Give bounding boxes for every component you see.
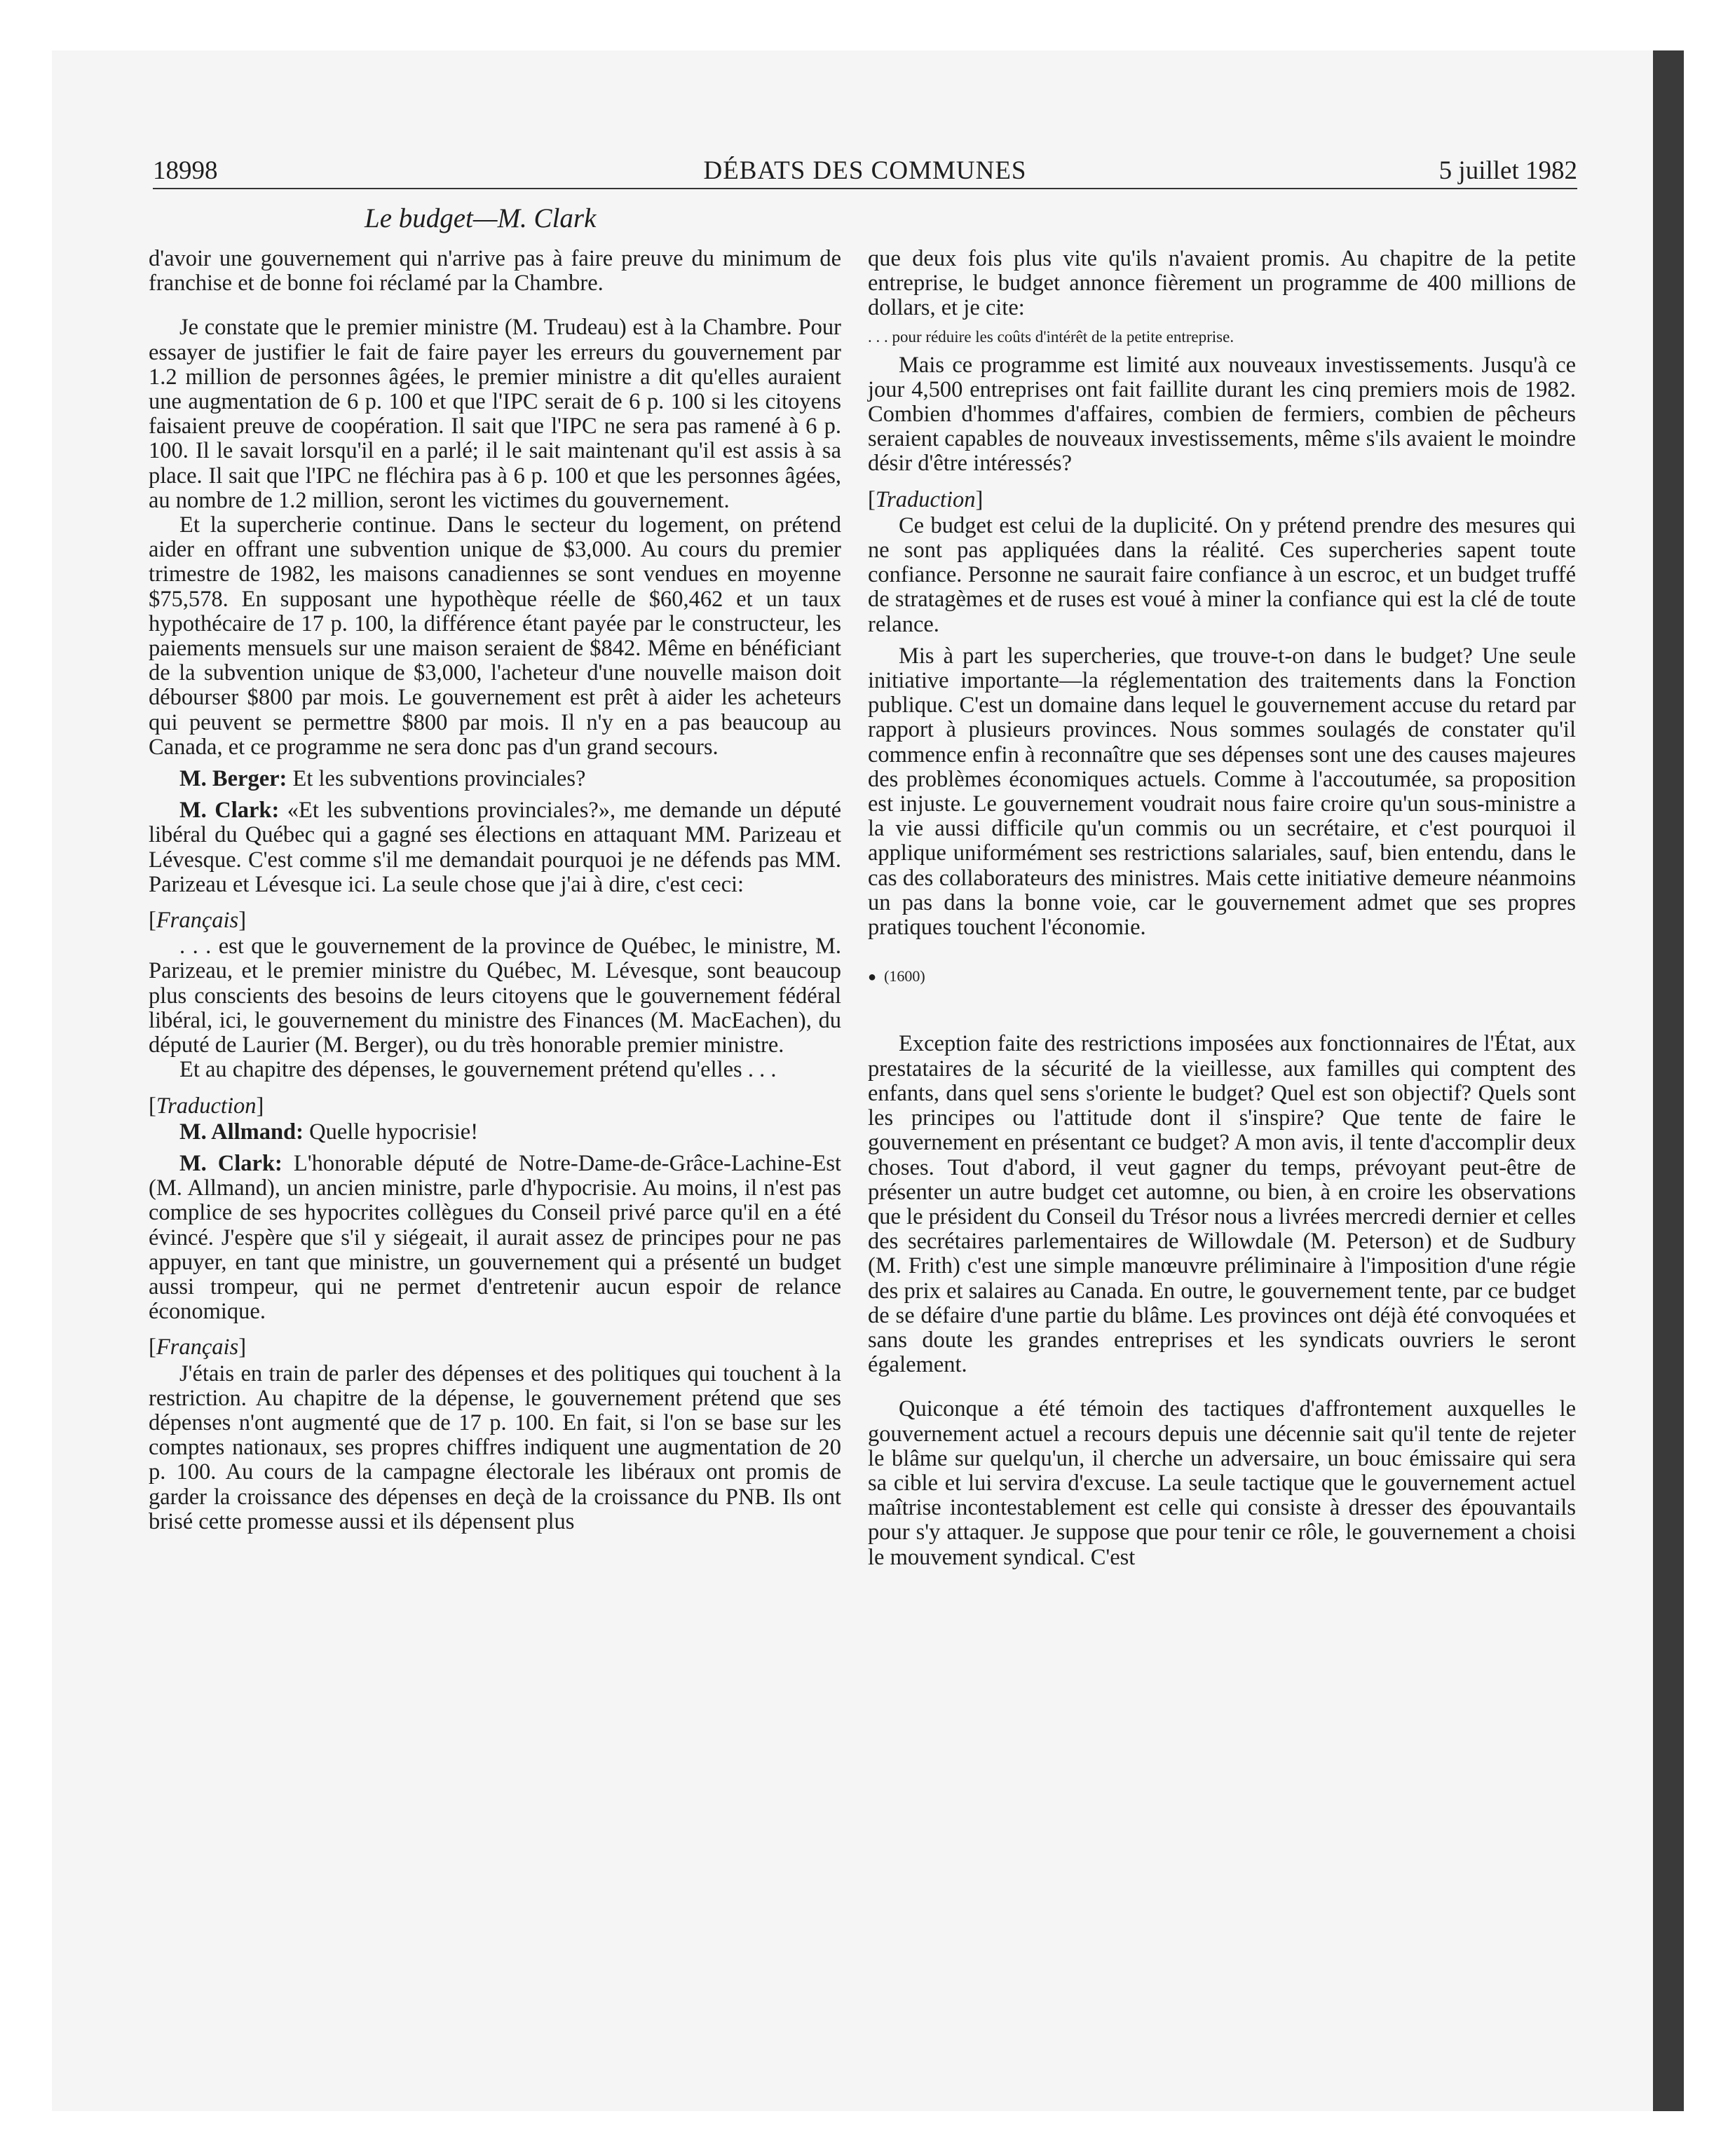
bullet-icon: ● xyxy=(868,969,877,985)
speaker-name: M. Allmand: xyxy=(179,1119,304,1145)
speech-text: Quelle hypocrisie! xyxy=(303,1119,479,1145)
paragraph: que deux fois plus vite qu'ils n'avaient promis. Au chapitre de la petite entreprise, le budget annonce fièrement un programme de 400 millions de dollars, et je cite: xyxy=(868,246,1576,321)
time-marker: ● (1600) xyxy=(868,967,925,985)
paragraph: Mis à part les supercheries, que trouve-t-on dans le budget? Une seule initiative importante—la réglementation des traitements dans la Fonction publique. C'est un domaine dans lequel le gouvernement accuse du retard par rapport à plusieurs provinces. Nous sommes soulagés de constater qu'il commence enfin à reconnaître que ses dépenses sont une des causes majeures des problèmes économiques actuels. Comme à l'accoutumée, sa proposition est injuste. Le gouvernement voudrait nous faire croire qu'un sous-ministre a la vie aussi difficile qu'un commis ou un secrétaire, et c'est pourquoi il applique uniformément ses restrictions salariales, sauf, bien entendu, dans le cas des collaborateurs des ministres. Mais cette initiative demeure néanmoins un pas dans la bonne voie, car le gouvernement admet que ses propres pratiques touchent l'économie. xyxy=(868,643,1576,941)
page-header xyxy=(153,153,1577,189)
paragraph: Et la supercherie continue. Dans le secteur du logement, on prétend aider en offrant une subvention unique de $3,000. Au cours du premier trimestre de 1982, les maisons canadiennes se sont vendues en moyenne $75,578. En supposant une hypothèque réelle de $60,462 et un taux hypothécaire de 17 p. 100, la différence étant payée par le constructeur, les paiements mensuels sur une maison seraient de $842. Même en bénéficiant de la subvention unique de $3,000, l'acheteur d'une nouvelle maison doit débourser $800 par mois. Le gouvernement est prêt à aider les acheteurs qui peuvent se permettre $800 par mois. Il n'y en a pas beaucoup au Canada, et ce programme ne sera donc pas d'un grand secours. xyxy=(149,512,841,760)
speaker-name: M. Clark: xyxy=(179,1150,283,1176)
paragraph: J'étais en train de parler des dépenses et des politiques qui touchent à la restriction. Au chapitre de la dépense, le gouvernement prétend que ses dépenses n'ont augmenté que de 17 p. 100. En fait, si l'on se base sur les comptes nationaux, ses propres chiffres indiquent une augmentation de 20 p. 100. Au cours de la campagne électorale les libéraux ont promis de garder la croissance des dépenses en deçà de la croissance du PNB. Ils ont brisé cette promesse aussi et ils dépensent plus xyxy=(149,1360,841,1534)
paragraph: . . . est que le gouvernement de la province de Québec, le ministre, M. Parizeau, et le premier ministre du Québec, M. Lévesque, sont beaucoup plus conscients des besoins de leurs citoyens que le gouvernement fédéral libéral, ici, le gouvernement du ministre des Finances (M. MacEachen), du député de Laurier (M. Berger), ou du très honorable premier ministre. xyxy=(149,934,841,1058)
block-quote: . . . pour réduire les coûts d'intérêt de la petite entreprise. xyxy=(868,327,1234,346)
left-column xyxy=(149,247,841,1534)
language-marker: [Français] xyxy=(149,1335,247,1360)
right-column xyxy=(868,247,1576,1570)
header-rule xyxy=(153,188,1577,189)
running-head: Le budget—M. Clark xyxy=(365,203,597,233)
paragraph: Exception faite des restrictions imposées aux fonctionnaires de l'État, aux prestataires de la sécurité de la vieillesse, aux familles qui comptent des enfants, dans quel sens s'oriente le budget? Quel est son objectif? Quels sont les principes ou l'attitude dont il s'inspire? Que tente de faire le gouvernement en présentant ce budget? A mon avis, il tente d'accomplir deux choses. Tout d'abord, il veut gagner du temps, prévoyant peut-être de présenter un autre budget cet automne, ou bien, à en croire les observations que le président du Conseil du Trésor nous a livrées mercredi dernier et celles des secrétaires parlementaires de Willowdale (M. Peterson) et de Sudbury (M. Frith) c'est une simple manœuvre préliminaire à l'imposition d'une régie des prix et salaires au Canada. En outre, le gouvernement tente, par ce budget de se défaire d'une partie du blâme. Les provinces ont déjà été convoquées et sans doute les grandes entreprises et les syndicats ouvriers le seront également. xyxy=(868,1031,1576,1378)
language-marker: [Traduction] xyxy=(149,1093,264,1119)
scan-edge-bar xyxy=(1653,50,1684,2111)
speech-text: Et les subventions provinciales? xyxy=(287,766,586,792)
paragraph: Ce budget est celui de la duplicité. On y prétend prendre des mesures qui ne sont pas appliquées dans la réalité. Ces supercheries sapent toute confiance. Personne ne saurait faire confiance à un escroc, et un budget truffé de stratagèmes et de ruses est voué à miner la confiance qui est la clé de toute relance. xyxy=(868,512,1576,637)
paragraph: Mais ce programme est limité aux nouveaux investissements. Jusqu'à ce jour 4,500 entreprises ont fait faillite durant les cinq premiers mois de 1982. Combien d'hommes d'affaires, combien de fermiers, combien de pêcheurs seraient capables de nouveaux investissements, même s'ils avaient le moindre désir d'être intéressés? xyxy=(868,352,1576,477)
speaker-name: M. Berger: xyxy=(179,766,287,792)
speech-clark xyxy=(149,1152,841,1324)
paragraph: Et au chapitre des dépenses, le gouvernement prétend qu'elles . . . xyxy=(179,1057,777,1083)
speech-berger xyxy=(149,767,841,791)
speaker-name: M. Clark: xyxy=(179,798,280,824)
language-marker: [Français] xyxy=(149,908,247,934)
paragraph: Je constate que le premier ministre (M. Trudeau) est à la Chambre. Pour essayer de justifier le fait de faire payer les erreurs du gouvernement par 1.2 million de personnes âgées, le premier ministre a dit qu'elles auraient une augmentation de 6 p. 100 et que l'IPC serait de 6 p. 100 si les citoyens faisaient preuve de coopération. Il sait que l'IPC ne sera pas ramené à 6 p. 100. Il le savait lorsqu'il en a parlé; il le sait maintenant qu'il est assis à sa place. Il sait que l'IPC ne fléchira pas à 6 p. 100 et que les personnes âgées, au nombre de 1.2 million, seront les victimes du gouvernement. xyxy=(149,315,841,513)
page-number: 18998 xyxy=(153,156,218,185)
paragraph: d'avoir une gouvernement qui n'arrive pas à faire preuve du minimum de franchise et de bonne foi réclamé par la Chambre. xyxy=(149,246,841,296)
page-date: 5 juillet 1982 xyxy=(1438,156,1577,185)
speech-text: «Et les subventions provinciales?», me demande un député libéral du Québec qui a gagné ses élections en attaquant MM. Parizeau et Lévesque. C'est comme s'il me demandait pourquoi je ne défends pas MM. Parizeau et Lévesque ici. La seule chose que j'ai à dire, c'est ceci: xyxy=(149,798,842,897)
paragraph: Quiconque a été témoin des tactiques d'affrontement auxquelles le gouvernement actuel a recours depuis une décennie sait qu'il tente de rejeter le blâme sur quelqu'un, il cherche un adversaire, un bouc émissaire qui sera sa cible et lui servira d'excuse. La seule tactique que le gouvernement actuel maîtrise incontestablement est celle qui consiste à dresser des épouvantails pour s'y attaquer. Je suppose que pour tenir ce rôle, le gouvernement a choisi le mouvement syndical. C'est xyxy=(868,1396,1576,1570)
language-marker: [Traduction] xyxy=(868,486,984,512)
speech-text: L'honorable député de Notre-Dame-de-Grâce-Lachine-Est (M. Allmand), un ancien ministre, parle d'hypocrisie. Au moins, il n'est pas complice de ses hypocrites collègues du Conseil privé parce qu'il en a été évincé. J'espère que s'il y siégeait, il aurait assez de principes pour ne pas appuyer, en tant que ministre, un gouvernement qui a présenté un budget aussi trompeur, qui ne permet d'entretenir aucun espoir de relance économique. xyxy=(149,1150,842,1325)
speech-allmand xyxy=(149,1120,841,1145)
speech-clark xyxy=(149,798,841,897)
publication-title: DÉBATS DES COMMUNES xyxy=(703,156,1027,185)
